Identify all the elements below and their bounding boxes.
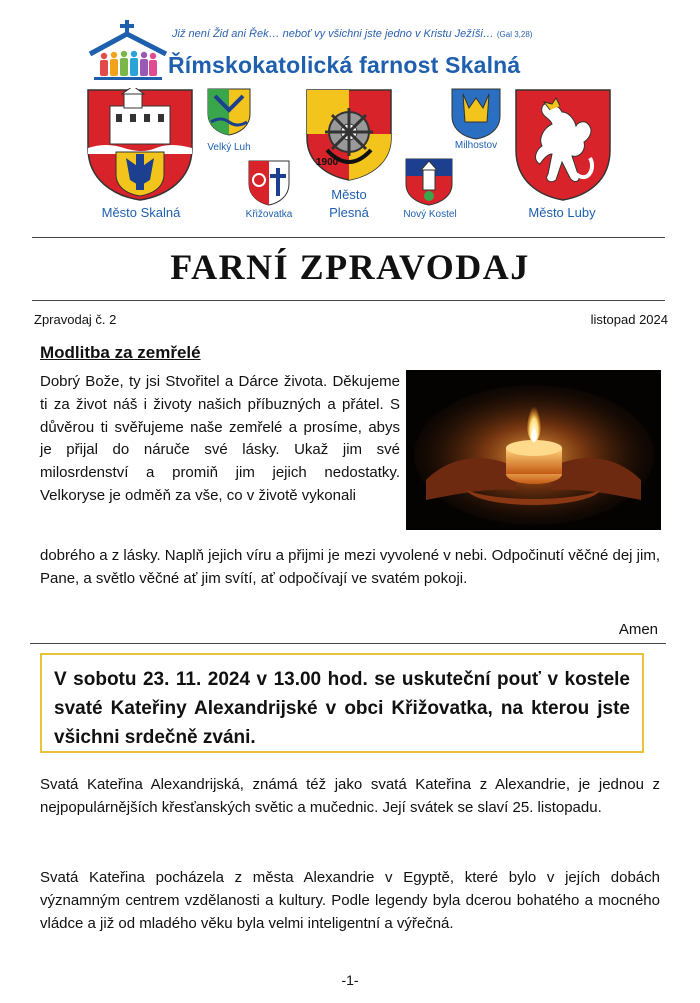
krizovatka-coat-of-arms-icon	[248, 160, 290, 211]
skalna-coat-of-arms-icon	[86, 88, 194, 207]
town-label-skalna: Město Skalná	[101, 205, 181, 220]
title-bottom-rule	[32, 300, 665, 301]
prayer-amen: Amen	[618, 621, 658, 638]
town-label-velky-luh: Velký Luh	[207, 142, 251, 153]
plesna-coat-of-arms-icon	[305, 88, 393, 187]
newsletter-title: FARNÍ ZPRAVODAJ	[170, 247, 530, 287]
pilgrimage-notice: V sobotu 23. 11. 2024 v 13.00 hod. se uskuteční pouť v kostele svaté Kateřiny Alexandrijské v obci Křižovatka, na kterou jste všichni srdečně zváni.	[40, 653, 644, 753]
header-motto: Již není Žid ani Řek… neboť vy všichni jste jedno v Kristu Ježíši… (Gal 3,28)	[172, 28, 533, 40]
prayer-text-wrap: Dobrý Bože, ty jsi Stvořitel a Dárce života. Děkujeme ti za život náš i životy našich příbuzných a přátel. S důvěrou ti svěřujeme naše zemřelé a prosíme, abys je přijal do náruče své lásky. Ukaž jim své milosrdenství a promiň jim jejich nedostatky. Velkoryse je odměň za vše, co v životě vykonali	[40, 373, 400, 504]
paragraph-2: Svatá Kateřina pocházela z města Alexandrie v Egyptě, které bylo v jejích dobách významným centrem vzdělanosti a kultury. Podle legendy byla dcerou bohatého a mocného vládce a již od mladého věku byla velmi inteligentní a výřečná.	[40, 869, 660, 932]
paragraph-1: Svatá Kateřina Alexandrijská, známá též jako svatá Kateřina z Alexandrie, je jednou z nejpopulárnějších křesťanských světic a mučednic. Její svátek se slaví 25. listopadu.	[40, 776, 660, 816]
novy-kostel-coat-of-arms-icon	[405, 158, 453, 211]
parish-name: Římskokatolická farnost Skalná	[168, 52, 521, 78]
town-label-milhostov: Milhostov	[454, 140, 498, 151]
page-number: -1-	[341, 972, 359, 988]
velky-luh-coat-of-arms-icon	[207, 88, 251, 141]
luby-coat-of-arms-icon	[514, 88, 612, 207]
town-label-luby: Město Luby	[528, 205, 596, 220]
candle-image	[406, 370, 661, 530]
prayer-text-full: dobrého a z lásky. Naplň jejich víru a přijmi je mezi vyvolené v nebi. Odpočinutí věčné dej jim, Pane, a světlo věčné ať jim svítí, ať odpočívají ve svatém pokoji.	[40, 547, 661, 587]
section-rule	[30, 643, 666, 644]
prayer-heading: Modlitba za zemřelé	[40, 343, 201, 362]
title-top-rule	[32, 237, 665, 238]
milhostov-coat-of-arms-icon	[451, 88, 501, 145]
town-label-novy-kostel: Nový Kostel	[403, 209, 457, 220]
plesna-year: 1900	[316, 157, 339, 168]
town-label-plesna: Město Plesná	[329, 187, 369, 220]
parish-logo	[88, 20, 168, 82]
town-label-krizovatka: Křižovatka	[245, 209, 293, 220]
issue-date: listopad 2024	[590, 312, 668, 327]
issue-number: Zpravodaj č. 2	[34, 312, 117, 327]
